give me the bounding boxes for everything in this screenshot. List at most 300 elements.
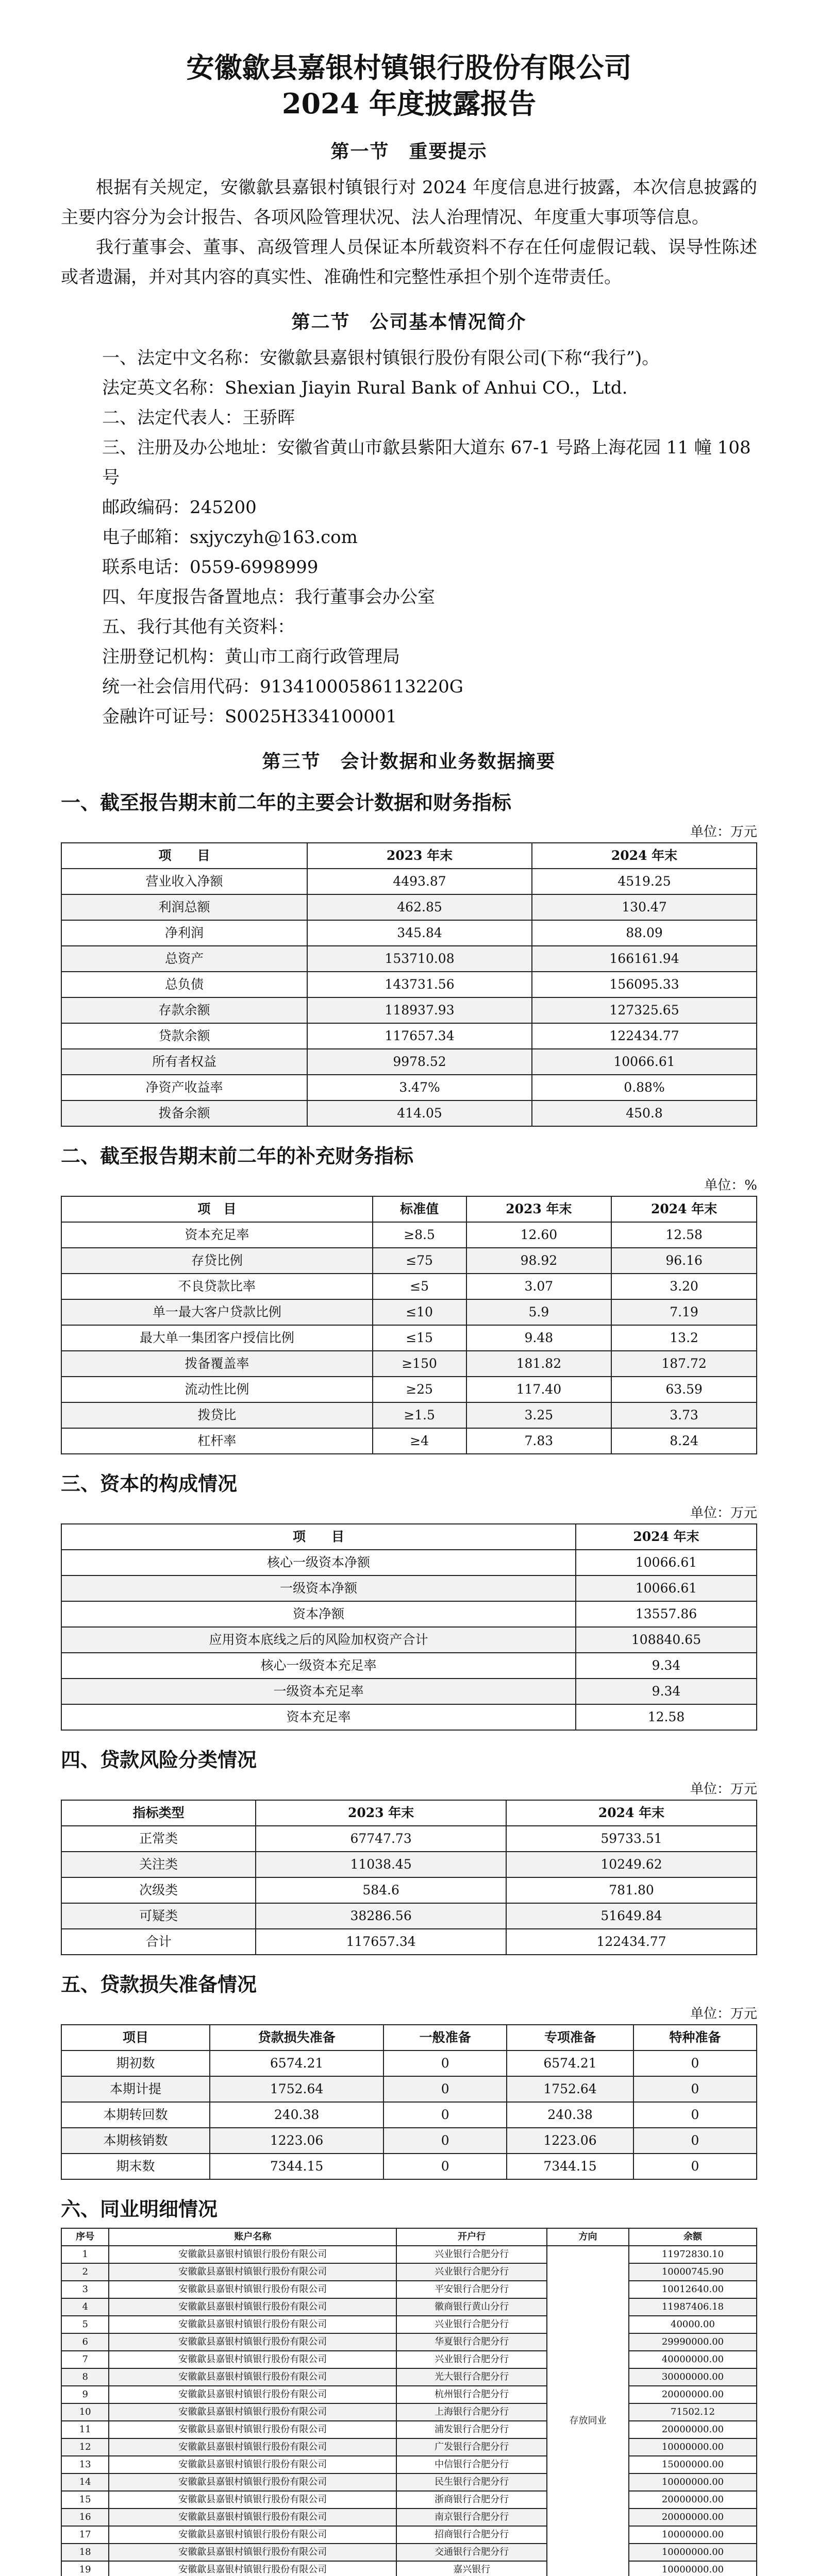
info-license-no: 金融许可证号：S0025H334100001 xyxy=(102,706,397,727)
table-cell: 安徽歙县嘉银村镇银行股份有限公司 xyxy=(109,2246,396,2263)
table-cell: 存款余额 xyxy=(61,997,307,1023)
table-header: 方向 xyxy=(547,2228,629,2246)
table-cell: 122434.77 xyxy=(532,1023,757,1049)
table-cell: 1 xyxy=(61,2246,109,2263)
table-row xyxy=(61,1075,757,1100)
table-4-title: 四、贷款风险分类情况 xyxy=(61,1749,257,1771)
table-cell: 3.47% xyxy=(307,1075,532,1100)
table-row xyxy=(61,894,757,920)
table-row xyxy=(61,2263,757,2281)
table-cell: 安徽歙县嘉银村镇银行股份有限公司 xyxy=(109,2403,396,2421)
table-cell: 11987406.18 xyxy=(629,2298,757,2316)
table-6-title: 六、同业明细情况 xyxy=(61,2198,218,2221)
table-cell: 兴业银行合肥分行 xyxy=(396,2263,547,2281)
table-cell: 9.34 xyxy=(576,1679,757,1704)
table-cell: 安徽歙县嘉银村镇银行股份有限公司 xyxy=(109,2526,396,2544)
table-cell: 不良贷款比率 xyxy=(61,1274,373,1299)
table-row xyxy=(61,1274,757,1299)
table-cell: 108840.65 xyxy=(576,1627,757,1653)
table-cell: 最大单一集团客户授信比例 xyxy=(61,1325,373,1351)
table-cell: 13 xyxy=(61,2456,109,2473)
section-3-title: 第三节 会计数据和业务数据摘要 xyxy=(262,751,556,772)
table-cell: 浦发银行合肥分行 xyxy=(396,2421,547,2438)
table-cell: 10000000.00 xyxy=(629,2438,757,2456)
table-header: 2024 年末 xyxy=(611,1196,757,1222)
table-cell: 2 xyxy=(61,2263,109,2281)
table-cell: 781.80 xyxy=(506,1877,757,1903)
table-cell: 3.20 xyxy=(611,1274,757,1299)
info-other: 五、我行其他有关资料： xyxy=(102,617,295,637)
info-legal-rep: 二、法定代表人：王骄晖 xyxy=(102,408,295,428)
table-cell: 安徽歙县嘉银村镇银行股份有限公司 xyxy=(109,2333,396,2351)
table-cell: 光大银行合肥分行 xyxy=(396,2368,547,2386)
table-cell: 贷款余额 xyxy=(61,1023,307,1049)
table-row xyxy=(61,1575,757,1601)
table-cell: 450.8 xyxy=(532,1100,757,1126)
table-cell: 118937.93 xyxy=(307,997,532,1023)
table-row xyxy=(61,1852,757,1877)
table-cell: 14 xyxy=(61,2473,109,2491)
table-cell: 0 xyxy=(633,2102,757,2128)
table-cell: 13.2 xyxy=(611,1325,757,1351)
table-cell: 20000000.00 xyxy=(629,2421,757,2438)
info-phone: 联系电话：0559-6998999 xyxy=(102,557,319,578)
table-cell: 9.48 xyxy=(466,1325,612,1351)
table-cell: 兴业银行合肥分行 xyxy=(396,2246,547,2263)
info-postcode: 邮政编码：245200 xyxy=(102,497,257,518)
table-cell: 4 xyxy=(61,2298,109,2316)
table-cell: 3.07 xyxy=(466,1274,612,1299)
table-header: 2023 年末 xyxy=(466,1196,612,1222)
table-cell: 3.25 xyxy=(466,1402,612,1428)
table-cell: 浙商银行合肥分行 xyxy=(396,2491,547,2509)
table-cell: 127325.65 xyxy=(532,997,757,1023)
table-row xyxy=(61,1023,757,1049)
table-row xyxy=(61,1877,757,1903)
table-cell: 0.88% xyxy=(532,1075,757,1100)
table-row xyxy=(61,1929,757,1955)
table-cell: 利润总额 xyxy=(61,894,307,920)
table-cell: 40000.00 xyxy=(629,2316,757,2333)
table-cell: 0 xyxy=(633,2128,757,2154)
table-cell: 153710.08 xyxy=(307,946,532,972)
table-cell: 华夏银行合肥分行 xyxy=(396,2333,547,2351)
table-row xyxy=(61,1351,757,1377)
table-row xyxy=(61,2316,757,2333)
table-cell: 本期核销数 xyxy=(61,2128,210,2154)
table-cell: 117657.34 xyxy=(256,1929,506,1955)
table-cell: 交通银行合肥分行 xyxy=(396,2544,547,2561)
table-row xyxy=(61,1601,757,1627)
table-cell: ≥1.5 xyxy=(373,1402,466,1428)
table-cell: 净利润 xyxy=(61,920,307,946)
table-header: 2023 年末 xyxy=(256,1800,506,1826)
table-cell: 7344.15 xyxy=(507,2154,633,2179)
table-cell: 181.82 xyxy=(466,1351,612,1377)
info-registration-authority: 注册登记机构：黄山市工商行政管理局 xyxy=(102,647,400,667)
table-row xyxy=(61,2102,757,2128)
table-cell: 10066.61 xyxy=(576,1575,757,1601)
table-cell: 345.84 xyxy=(307,920,532,946)
table-row xyxy=(61,2456,757,2473)
table-cell: 营业收入净额 xyxy=(61,869,307,894)
table-cell: 安徽歙县嘉银村镇银行股份有限公司 xyxy=(109,2438,396,2456)
table-cell: 187.72 xyxy=(611,1351,757,1377)
table-cell: 关注类 xyxy=(61,1852,256,1877)
table-cell: 12 xyxy=(61,2438,109,2456)
company-info-list xyxy=(61,343,757,732)
table-cell: 10000000.00 xyxy=(629,2561,757,2576)
table-header: 指标类型 xyxy=(61,1800,256,1826)
table-row xyxy=(61,2491,757,2509)
table-cell: 正常类 xyxy=(61,1826,256,1852)
table-cell: 安徽歙县嘉银村镇银行股份有限公司 xyxy=(109,2316,396,2333)
table-cell: 安徽歙县嘉银村镇银行股份有限公司 xyxy=(109,2421,396,2438)
table-4-unit: 单位：万元 xyxy=(690,1782,757,1797)
table-cell: 徽商银行黄山分行 xyxy=(396,2298,547,2316)
table-cell: 17 xyxy=(61,2526,109,2544)
report-title xyxy=(61,49,757,122)
table-cell: 流动性比例 xyxy=(61,1377,373,1402)
table-row xyxy=(61,2128,757,2154)
table-cell: 20000000.00 xyxy=(629,2491,757,2509)
table-cell: 拨备覆盖率 xyxy=(61,1351,373,1377)
table-row xyxy=(61,1222,757,1248)
table-row xyxy=(61,2526,757,2544)
table-cell: 10000000.00 xyxy=(629,2526,757,2544)
table-cell: 98.92 xyxy=(466,1248,612,1274)
table-row xyxy=(61,1550,757,1575)
table-cell: 20000000.00 xyxy=(629,2386,757,2403)
table-cell: ≤75 xyxy=(373,1248,466,1274)
table-cell: 资本充足率 xyxy=(61,1222,373,1248)
table-row xyxy=(61,2368,757,2386)
table-cell: 安徽歙县嘉银村镇银行股份有限公司 xyxy=(109,2473,396,2491)
table-cell: 9978.52 xyxy=(307,1049,532,1075)
section-1-paragraph-2: 我行董事会、董事、高级管理人员保证本所载资料不存在任何虚假记载、误导性陈述或者遗漏，并对其内容的真实性、准确性和完整性承担个别个连带责任。 xyxy=(61,237,757,287)
table-cell: 10000000.00 xyxy=(629,2544,757,2561)
table-row xyxy=(61,2351,757,2368)
table-cell: 51649.84 xyxy=(506,1903,757,1929)
table-cell: ≤5 xyxy=(373,1274,466,1299)
table-cell: 15000000.00 xyxy=(629,2456,757,2473)
table-row xyxy=(61,946,757,972)
table-row xyxy=(61,1903,757,1929)
table-cell: 12.60 xyxy=(466,1222,612,1248)
table-cell: 0 xyxy=(633,2050,757,2076)
table-cell: 240.38 xyxy=(210,2102,383,2128)
table-cell: 7 xyxy=(61,2351,109,2368)
table-cell: 总负债 xyxy=(61,972,307,997)
table-cell: 安徽歙县嘉银村镇银行股份有限公司 xyxy=(109,2456,396,2473)
table-row xyxy=(61,1402,757,1428)
table-cell: 63.59 xyxy=(611,1377,757,1402)
table-cell: 0 xyxy=(383,2102,507,2128)
table-cell: 4519.25 xyxy=(532,869,757,894)
table-cell: ≥8.5 xyxy=(373,1222,466,1248)
table-cell: 1223.06 xyxy=(210,2128,383,2154)
section-1-paragraph-1: 根据有关规定，安徽歙县嘉银村镇银行对 2024 年度信息进行披露，本次信息披露的主要内容分为会计报告、各项风险管理状况、法人治理情况、年度重大事项等信息。 xyxy=(61,177,757,228)
table-cell: 240.38 xyxy=(507,2102,633,2128)
table-row xyxy=(61,2246,757,2263)
table-cell: 20000000.00 xyxy=(629,2509,757,2526)
table-row xyxy=(61,2438,757,2456)
table-cell: 12.58 xyxy=(576,1704,757,1730)
table-cell: 核心一级资本充足率 xyxy=(61,1653,576,1679)
table-cell: 可疑类 xyxy=(61,1903,256,1929)
table-cell: 67747.73 xyxy=(256,1826,506,1852)
table-row xyxy=(61,972,757,997)
table-cell: 11 xyxy=(61,2421,109,2438)
table-cell: 10066.61 xyxy=(576,1550,757,1575)
table-row xyxy=(61,2076,757,2102)
table-cell: 13557.86 xyxy=(576,1601,757,1627)
table-cell: 0 xyxy=(383,2154,507,2179)
table-header: 贷款损失准备 xyxy=(210,2025,383,2050)
table-cell: 122434.77 xyxy=(506,1929,757,1955)
table-cell: 10066.61 xyxy=(532,1049,757,1075)
report-title-line2: 2024 年度披露报告 xyxy=(281,87,537,120)
info-chinese-name: 一、法定中文名称：安徽歙县嘉银村镇银行股份有限公司(下称“我行”)。 xyxy=(102,348,660,368)
table-cell: 18 xyxy=(61,2544,109,2561)
table-cell: 拨备余额 xyxy=(61,1100,307,1126)
table-cell: 3.73 xyxy=(611,1402,757,1428)
table-row xyxy=(61,2473,757,2491)
report-title-line1: 安徽歙县嘉银村镇银行股份有限公司 xyxy=(186,51,632,84)
table-row xyxy=(61,1704,757,1730)
table-cell: 10000000.00 xyxy=(629,2473,757,2491)
table-cell: 30000000.00 xyxy=(629,2368,757,2386)
table-cell: ≤10 xyxy=(373,1299,466,1325)
table-cell: 11038.45 xyxy=(256,1852,506,1877)
table-row xyxy=(61,2298,757,2316)
table-cell: 0 xyxy=(383,2076,507,2102)
table-cell: 88.09 xyxy=(532,920,757,946)
table-cell: 核心一级资本净额 xyxy=(61,1550,576,1575)
report-page xyxy=(61,0,757,2576)
table-cell: 所有者权益 xyxy=(61,1049,307,1075)
table-cell: 中信银行合肥分行 xyxy=(396,2456,547,2473)
table-cell: 38286.56 xyxy=(256,1903,506,1929)
table-row xyxy=(61,1653,757,1679)
table-cell: 4493.87 xyxy=(307,869,532,894)
table-cell: 安徽歙县嘉银村镇银行股份有限公司 xyxy=(109,2368,396,2386)
table-cell: 130.47 xyxy=(532,894,757,920)
table-cell: 净资产收益率 xyxy=(61,1075,307,1100)
table-cell: 拨贷比 xyxy=(61,1402,373,1428)
table-cell: 3 xyxy=(61,2281,109,2298)
table-row xyxy=(61,1100,757,1126)
table-cell: 7344.15 xyxy=(210,2154,383,2179)
table-cell: 杭州银行合肥分行 xyxy=(396,2386,547,2403)
table-cell: 期初数 xyxy=(61,2050,210,2076)
table-row xyxy=(61,2386,757,2403)
table-row xyxy=(61,1248,757,1274)
table-cell: 广发银行合肥分行 xyxy=(396,2438,547,2456)
table-cell: 安徽歙县嘉银村镇银行股份有限公司 xyxy=(109,2281,396,2298)
table-cell: 安徽歙县嘉银村镇银行股份有限公司 xyxy=(109,2509,396,2526)
loan-loss-provision-table xyxy=(61,2024,757,2180)
direction-cell: 存放同业 xyxy=(547,2246,629,2576)
table-cell: 462.85 xyxy=(307,894,532,920)
table-cell: 117.40 xyxy=(466,1377,612,1402)
table-cell: 0 xyxy=(633,2154,757,2179)
table-cell: 应用资本底线之后的风险加权资产合计 xyxy=(61,1627,576,1653)
table-3-title: 三、资本的构成情况 xyxy=(61,1472,238,1495)
table-header: 标准值 xyxy=(373,1196,466,1222)
table-cell: 143731.56 xyxy=(307,972,532,997)
table-cell: 5.9 xyxy=(466,1299,612,1325)
table-cell: 资本充足率 xyxy=(61,1704,576,1730)
table-cell: 一级资本净额 xyxy=(61,1575,576,1601)
table-cell: 29990000.00 xyxy=(629,2333,757,2351)
table-cell: 安徽歙县嘉银村镇银行股份有限公司 xyxy=(109,2351,396,2368)
table-header: 项 目 xyxy=(61,1524,576,1550)
table-header: 项目 xyxy=(61,2025,210,2050)
table-header: 特种准备 xyxy=(633,2025,757,2050)
capital-structure-table xyxy=(61,1523,757,1731)
table-cell: 期末数 xyxy=(61,2154,210,2179)
table-cell: 8.24 xyxy=(611,1428,757,1454)
table-cell: 上海银行合肥分行 xyxy=(396,2403,547,2421)
table-row xyxy=(61,869,757,894)
table-cell: 本期转回数 xyxy=(61,2102,210,2128)
table-row xyxy=(61,1826,757,1852)
info-email: 电子邮箱：sxjyczyh@163.com xyxy=(102,527,358,548)
table-row xyxy=(61,2544,757,2561)
table-cell: 合计 xyxy=(61,1929,256,1955)
table-cell: 1752.64 xyxy=(210,2076,383,2102)
table-cell: 9.34 xyxy=(576,1653,757,1679)
table-cell: ≤15 xyxy=(373,1325,466,1351)
table-header: 余额 xyxy=(629,2228,757,2246)
table-header: 2024 年末 xyxy=(576,1524,757,1550)
table-cell: 民生银行合肥分行 xyxy=(396,2473,547,2491)
table-cell: 19 xyxy=(61,2561,109,2576)
table-row xyxy=(61,1627,757,1653)
interbank-detail-table xyxy=(61,2228,757,2576)
table-cell: ≥25 xyxy=(373,1377,466,1402)
table-row xyxy=(61,1377,757,1402)
table-row xyxy=(61,2050,757,2076)
table-row xyxy=(61,1679,757,1704)
table-row xyxy=(61,2509,757,2526)
table-cell: 兴业银行合肥分行 xyxy=(396,2316,547,2333)
table-cell: 0 xyxy=(383,2050,507,2076)
table-cell: 兴业银行合肥分行 xyxy=(396,2351,547,2368)
table-header: 2024 年末 xyxy=(532,843,757,869)
table-cell: 166161.94 xyxy=(532,946,757,972)
table-cell: 11972830.10 xyxy=(629,2246,757,2263)
table-cell: 杠杆率 xyxy=(61,1428,373,1454)
table-header: 一般准备 xyxy=(383,2025,507,2050)
table-cell: 南京银行合肥分行 xyxy=(396,2509,547,2526)
table-cell: 5 xyxy=(61,2316,109,2333)
table-header: 序号 xyxy=(61,2228,109,2246)
info-english-name: 法定英文名称：Shexian Jiayin Rural Bank of Anhui CO.，Ltd. xyxy=(102,378,628,398)
table-cell: 7.19 xyxy=(611,1299,757,1325)
table-cell: 次级类 xyxy=(61,1877,256,1903)
table-cell: 7.83 xyxy=(466,1428,612,1454)
table-cell: 安徽歙县嘉银村镇银行股份有限公司 xyxy=(109,2561,396,2576)
table-cell: 96.16 xyxy=(611,1248,757,1274)
table-3-unit: 单位：万元 xyxy=(690,1505,757,1521)
table-cell: 一级资本充足率 xyxy=(61,1679,576,1704)
table-cell: 6 xyxy=(61,2333,109,2351)
table-cell: 8 xyxy=(61,2368,109,2386)
table-row xyxy=(61,1325,757,1351)
key-financials-table xyxy=(61,842,757,1127)
table-cell: 总资产 xyxy=(61,946,307,972)
table-cell: 584.6 xyxy=(256,1877,506,1903)
table-cell: ≥150 xyxy=(373,1351,466,1377)
section-1-title: 第一节 重要提示 xyxy=(330,141,488,162)
info-credit-code: 统一社会信用代码：91341000586113220G xyxy=(102,676,463,697)
table-cell: 117657.34 xyxy=(307,1023,532,1049)
supplementary-ratios-table xyxy=(61,1196,757,1454)
table-cell: 安徽歙县嘉银村镇银行股份有限公司 xyxy=(109,2263,396,2281)
table-cell: 10 xyxy=(61,2403,109,2421)
table-row xyxy=(61,2281,757,2298)
table-cell: 单一最大客户贷款比例 xyxy=(61,1299,373,1325)
table-header: 2023 年末 xyxy=(307,843,532,869)
info-report-location: 四、年度报告备置地点：我行董事会办公室 xyxy=(102,587,435,607)
table-1-unit: 单位：万元 xyxy=(690,824,757,840)
table-cell: 15 xyxy=(61,2491,109,2509)
table-row xyxy=(61,2403,757,2421)
table-cell: 10249.62 xyxy=(506,1852,757,1877)
table-cell: ≥4 xyxy=(373,1428,466,1454)
table-cell: 6574.21 xyxy=(210,2050,383,2076)
table-cell: 存贷比例 xyxy=(61,1248,373,1274)
table-cell: 安徽歙县嘉银村镇银行股份有限公司 xyxy=(109,2544,396,2561)
table-cell: 1752.64 xyxy=(507,2076,633,2102)
table-cell: 414.05 xyxy=(307,1100,532,1126)
table-row xyxy=(61,1299,757,1325)
table-cell: 12.58 xyxy=(611,1222,757,1248)
section-2-title: 第二节 公司基本情况简介 xyxy=(291,311,527,333)
table-cell: 安徽歙县嘉银村镇银行股份有限公司 xyxy=(109,2298,396,2316)
table-cell: 0 xyxy=(633,2076,757,2102)
table-cell: 10000745.90 xyxy=(629,2263,757,2281)
table-cell: 10012640.00 xyxy=(629,2281,757,2298)
table-row xyxy=(61,2154,757,2179)
table-cell: 本期计提 xyxy=(61,2076,210,2102)
table-5-title: 五、贷款损失准备情况 xyxy=(61,1973,257,1996)
table-row xyxy=(61,920,757,946)
info-address: 三、注册及办公地址：安徽省黄山市歙县紫阳大道东 67-1 号路上海花园 11 幢 108 号 xyxy=(102,437,751,488)
table-header: 项 目 xyxy=(61,843,307,869)
table-cell: 嘉兴银行 xyxy=(396,2561,547,2576)
table-2-title: 二、截至报告期末前二年的补充财务指标 xyxy=(61,1145,414,1167)
table-cell: 40000000.00 xyxy=(629,2351,757,2368)
table-cell: 71502.12 xyxy=(629,2403,757,2421)
table-cell: 9 xyxy=(61,2386,109,2403)
loan-classification-table xyxy=(61,1800,757,1955)
table-cell: 0 xyxy=(383,2128,507,2154)
table-cell: 156095.33 xyxy=(532,972,757,997)
table-1-title: 一、截至报告期末前二年的主要会计数据和财务指标 xyxy=(61,791,512,814)
table-cell: 1223.06 xyxy=(507,2128,633,2154)
table-cell: 6574.21 xyxy=(507,2050,633,2076)
table-cell: 招商银行合肥分行 xyxy=(396,2526,547,2544)
table-row xyxy=(61,1049,757,1075)
table-header: 专项准备 xyxy=(507,2025,633,2050)
table-cell: 资本净额 xyxy=(61,1601,576,1627)
table-header: 账户名称 xyxy=(109,2228,396,2246)
table-5-unit: 单位：万元 xyxy=(690,2006,757,2022)
table-row xyxy=(61,2333,757,2351)
